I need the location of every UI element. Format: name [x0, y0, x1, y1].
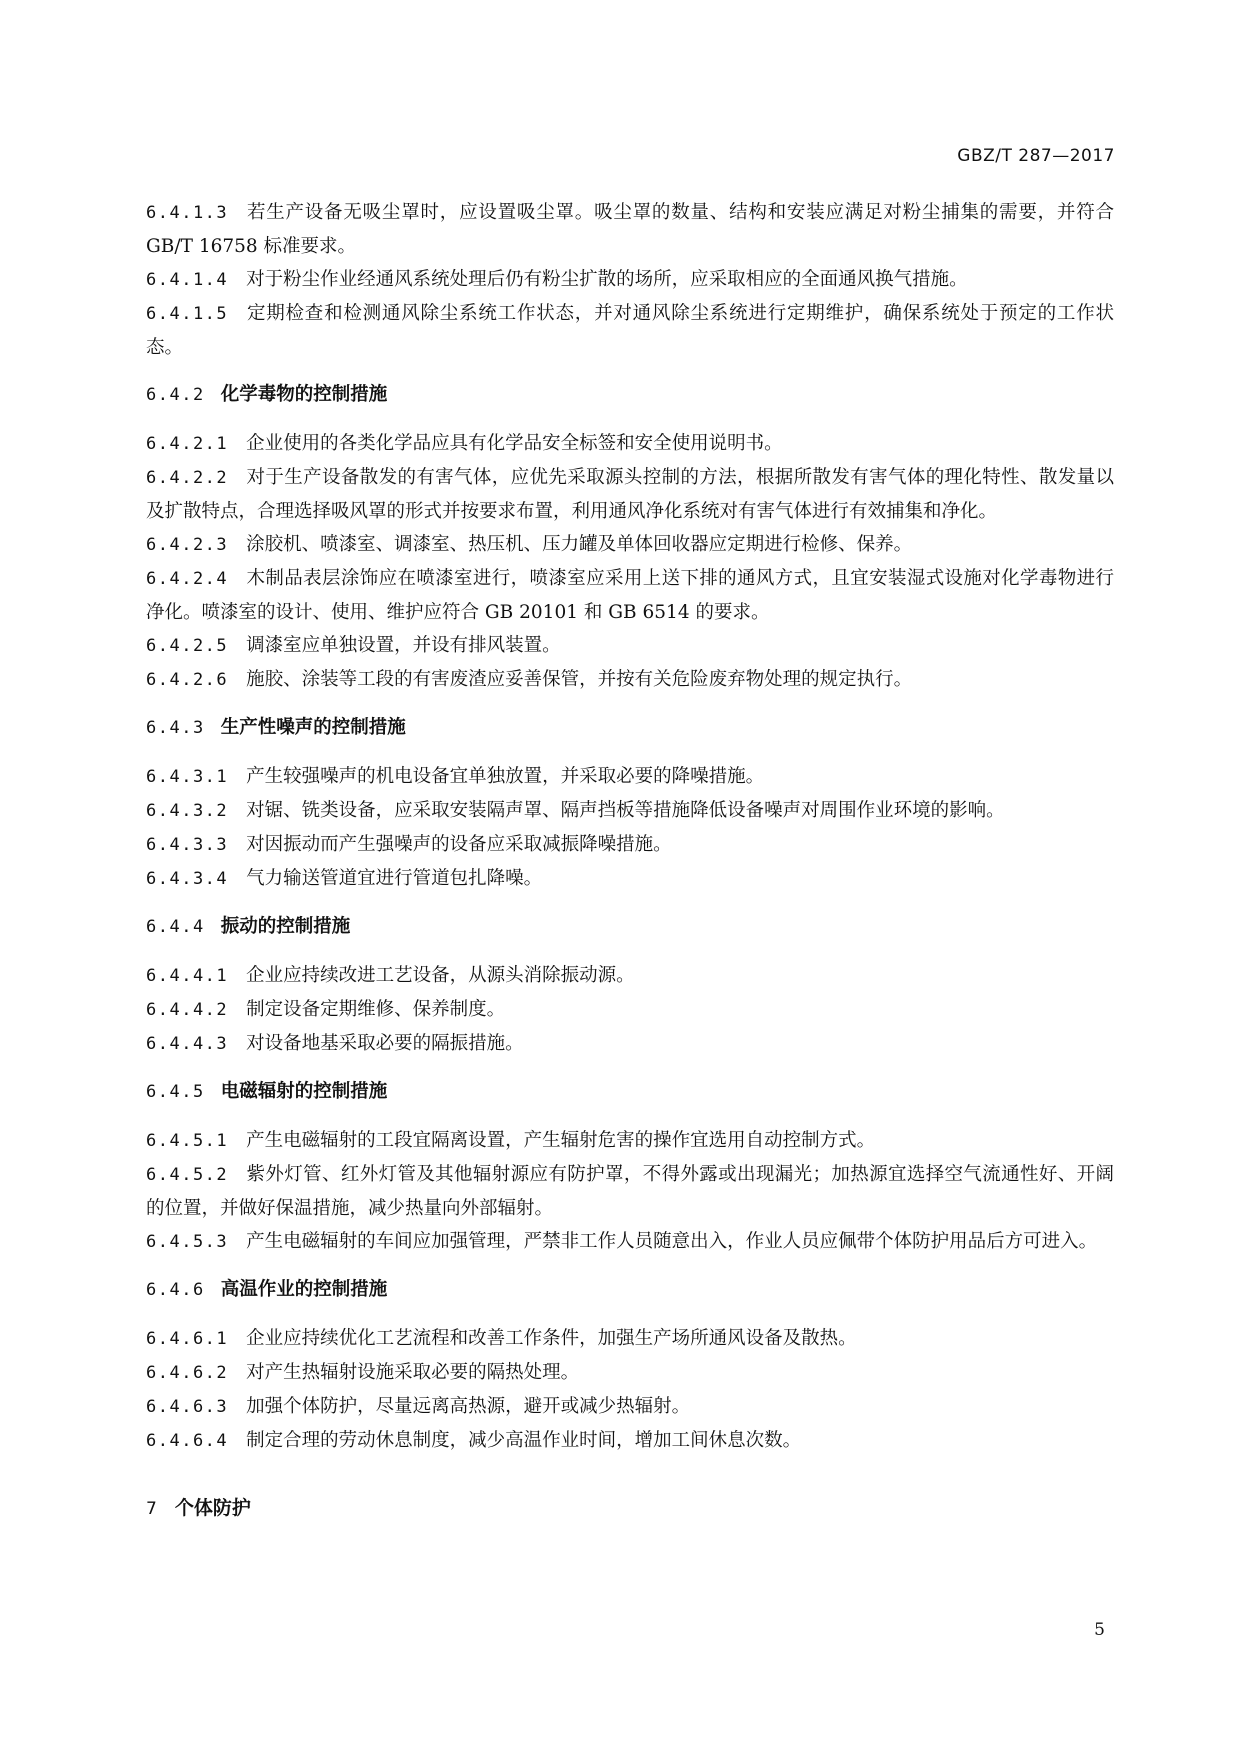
clause-text: 紫外灯管、红外灯管及其他辐射源应有防护罩，不得外露或出现漏光；加热源宜选择空气流通性好、开阔的位置，并做好保温措施，减少热量向外部辐射。 — [146, 1164, 1114, 1219]
clause-number: 6.4.4.1 — [146, 966, 229, 986]
clause-number: 6.4.4.2 — [146, 1000, 229, 1020]
chapter-heading-7 — [146, 1492, 1114, 1526]
clause-text: 企业使用的各类化学品应具有化学品安全标签和安全使用说明书。 — [246, 433, 783, 454]
clause-6-4-5-1 — [146, 1124, 1114, 1158]
clause-text: 若生产设备无吸尘罩时，应设置吸尘罩。吸尘罩的数量、结构和安装应满足对粉尘捕集的需要，并符合 GB/T 16758 标准要求。 — [146, 202, 1114, 257]
clause-text: 制定设备定期维修、保养制度。 — [246, 999, 506, 1020]
clause-number: 6.4.2.3 — [146, 535, 229, 555]
clause-text: 对产生热辐射设施采取必要的隔热处理。 — [246, 1362, 580, 1383]
clause-number: 6.4.1.4 — [146, 270, 229, 290]
heading-title: 生产性噪声的控制措施 — [220, 717, 406, 738]
clause-text: 对设备地基采取必要的隔振措施。 — [246, 1033, 524, 1054]
clause-number: 6.4.2.5 — [146, 636, 229, 656]
clause-number: 6.4.2.1 — [146, 434, 229, 454]
document-code-header: GBZ/T 287—2017 — [957, 146, 1115, 166]
clause-6-4-2-5 — [146, 629, 1114, 663]
clause-text: 对锯、铣类设备，应采取安装隔声罩、隔声挡板等措施降低设备噪声对周围作业环境的影响。 — [246, 800, 1005, 821]
clause-number: 6.4.5.2 — [146, 1165, 229, 1185]
clause-text: 涂胶机、喷漆室、调漆室、热压机、压力罐及单体回收器应定期进行检修、保养。 — [246, 534, 913, 555]
document-body — [146, 196, 1114, 1526]
clause-number: 6.4.1.5 — [146, 304, 229, 324]
clause-6-4-2-4 — [146, 562, 1114, 629]
clause-6-4-6-1 — [146, 1322, 1114, 1356]
clause-text: 气力输送管道宜进行管道包扎降噪。 — [246, 868, 543, 889]
clause-text: 对于生产设备散发的有害气体，应优先采取源头控制的方法，根据所散发有害气体的理化特性、散发量以及扩散特点，合理选择吸风罩的形式并按要求布置，利用通风净化系统对有害气体进行有效捕集和净化。 — [146, 467, 1114, 522]
clause-6-4-2-3 — [146, 528, 1114, 562]
heading-title: 化学毒物的控制措施 — [220, 384, 388, 405]
page-number: 5 — [1094, 1620, 1105, 1640]
clause-text: 木制品表层涂饰应在喷漆室进行，喷漆室应采用上送下排的通风方式，且宜安装湿式设施对化学毒物进行净化。喷漆室的设计、使用、维护应符合 GB 20101 和 GB 6514 的要求。 — [146, 568, 1114, 623]
clause-text: 产生电磁辐射的工段宜隔离设置，产生辐射危害的操作宜选用自动控制方式。 — [246, 1130, 876, 1151]
clause-text: 加强个体防护，尽量远离高热源，避开或减少热辐射。 — [246, 1396, 691, 1417]
clause-number: 6.4.5 — [146, 1082, 205, 1102]
clause-text: 企业应持续优化工艺流程和改善工作条件，加强生产场所通风设备及散热。 — [246, 1328, 857, 1349]
clause-text: 对于粉尘作业经通风系统处理后仍有粉尘扩散的场所，应采取相应的全面通风换气措施。 — [246, 269, 968, 290]
clause-number: 6.4.2.6 — [146, 670, 229, 690]
clause-text: 对因振动而产生强噪声的设备应采取减振降噪措施。 — [246, 834, 672, 855]
clause-number: 6.4.3.4 — [146, 869, 229, 889]
clause-number: 6.4.2.4 — [146, 569, 229, 589]
clause-text: 施胶、涂装等工段的有害废渣应妥善保管，并按有关危险废弃物处理的规定执行。 — [246, 669, 913, 690]
heading-title: 高温作业的控制措施 — [220, 1279, 388, 1300]
clause-6-4-4-2 — [146, 993, 1114, 1027]
clause-number: 6.4.3.3 — [146, 835, 229, 855]
heading-title: 个体防护 — [174, 1497, 251, 1519]
section-heading-6-4-5 — [146, 1075, 1114, 1109]
clause-number: 6.4.2.2 — [146, 468, 229, 488]
clause-number: 6.4.6 — [146, 1280, 205, 1300]
clause-6-4-3-1 — [146, 760, 1114, 794]
clause-6-4-4-1 — [146, 959, 1114, 993]
clause-number: 6.4.3 — [146, 718, 205, 738]
clause-6-4-3-4 — [146, 862, 1114, 896]
clause-6-4-2-6 — [146, 663, 1114, 697]
heading-title: 振动的控制措施 — [220, 916, 351, 937]
heading-title: 电磁辐射的控制措施 — [220, 1081, 388, 1102]
section-heading-6-4-2 — [146, 378, 1114, 412]
clause-number: 6.4.4.3 — [146, 1034, 229, 1054]
clause-text: 产生电磁辐射的车间应加强管理，严禁非工作人员随意出入，作业人员应佩带个体防护用品后方可进入。 — [246, 1231, 1098, 1252]
clause-number: 6.4.4 — [146, 917, 205, 937]
clause-6-4-2-1 — [146, 427, 1114, 461]
clause-number: 6.4.5.3 — [146, 1232, 229, 1252]
clause-6-4-6-4 — [146, 1424, 1114, 1458]
clause-number: 7 — [146, 1499, 157, 1519]
clause-number: 6.4.1.3 — [146, 203, 229, 223]
clause-6-4-1-4 — [146, 263, 1114, 297]
clause-number: 6.4.6.4 — [146, 1431, 229, 1451]
clause-number: 6.4.6.3 — [146, 1397, 229, 1417]
clause-6-4-4-3 — [146, 1027, 1114, 1061]
section-heading-6-4-6 — [146, 1273, 1114, 1307]
section-heading-6-4-3 — [146, 711, 1114, 745]
clause-text: 调漆室应单独设置，并设有排风装置。 — [246, 635, 561, 656]
clause-number: 6.4.6.1 — [146, 1329, 229, 1349]
clause-6-4-5-2 — [146, 1158, 1114, 1225]
clause-text: 产生较强噪声的机电设备宜单独放置，并采取必要的降噪措施。 — [246, 766, 765, 787]
clause-6-4-1-5 — [146, 297, 1114, 364]
clause-6-4-2-2 — [146, 461, 1114, 528]
clause-6-4-3-3 — [146, 828, 1114, 862]
clause-6-4-1-3 — [146, 196, 1114, 263]
clause-number: 6.4.3.1 — [146, 767, 229, 787]
clause-6-4-6-2 — [146, 1356, 1114, 1390]
clause-6-4-3-2 — [146, 794, 1114, 828]
clause-number: 6.4.5.1 — [146, 1131, 229, 1151]
clause-number: 6.4.2 — [146, 385, 205, 405]
clause-6-4-5-3 — [146, 1225, 1114, 1259]
clause-text: 制定合理的劳动休息制度，减少高温作业时间，增加工间休息次数。 — [246, 1430, 802, 1451]
clause-6-4-6-3 — [146, 1390, 1114, 1424]
clause-text: 企业应持续改进工艺设备，从源头消除振动源。 — [246, 965, 635, 986]
section-heading-6-4-4 — [146, 910, 1114, 944]
clause-number: 6.4.3.2 — [146, 801, 229, 821]
clause-text: 定期检查和检测通风除尘系统工作状态，并对通风除尘系统进行定期维护，确保系统处于预定的工作状态。 — [146, 303, 1114, 358]
clause-number: 6.4.6.2 — [146, 1363, 229, 1383]
